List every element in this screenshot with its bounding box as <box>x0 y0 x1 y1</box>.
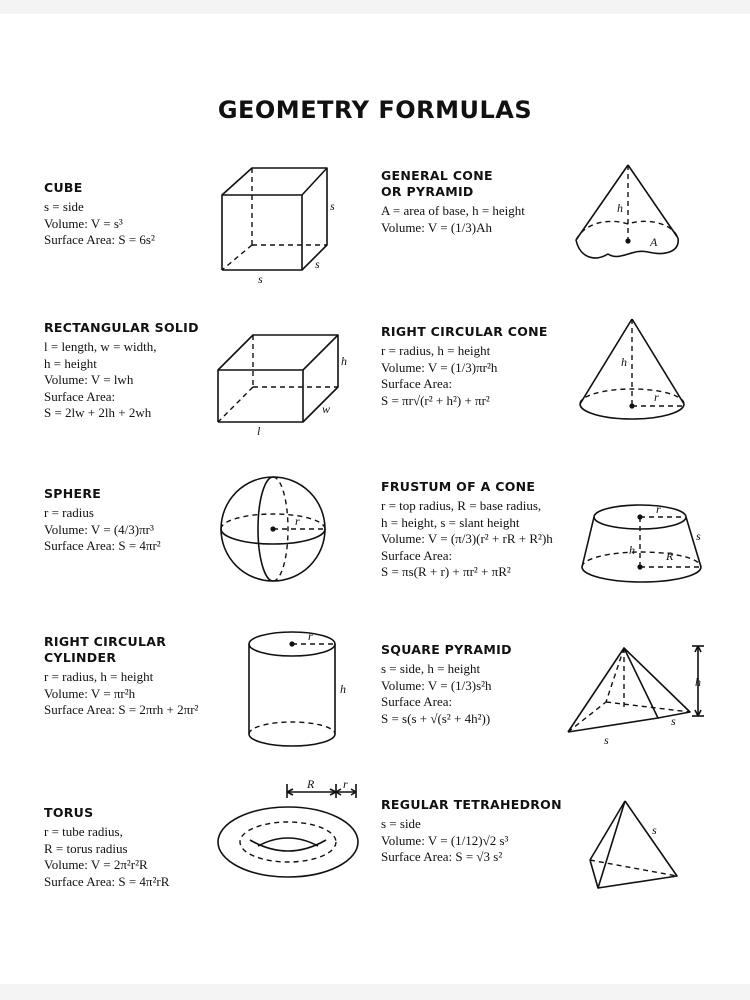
label-s: s <box>315 257 320 271</box>
formula-line: Volume: V = (π/3)(r² + rR + R²)h <box>381 531 553 546</box>
label-s: s <box>330 199 335 213</box>
label-h: h <box>629 543 635 557</box>
page-title: GEOMETRY FORMULAS <box>217 96 533 124</box>
section-heading: FRUSTUM OF A CONE <box>381 479 536 494</box>
tetrahedron-diagram <box>585 796 695 896</box>
label-h: h <box>617 201 623 215</box>
label-r: r <box>343 777 348 791</box>
torus-diagram <box>210 774 370 904</box>
formula-line: Volume: V = (1/3)πr²h <box>381 359 498 375</box>
label-h: h <box>340 682 346 696</box>
label-s: s <box>671 714 676 728</box>
section-rectangular-solid <box>44 320 199 422</box>
label-h: h <box>341 354 347 368</box>
section-sphere <box>44 486 161 555</box>
formula-line: l = length, w = width, <box>44 339 157 354</box>
formula-line: Surface Area: S = 6s² <box>44 232 155 247</box>
section-heading: RIGHT CIRCULAR CYLINDER <box>44 634 167 665</box>
section-cylinder <box>44 634 198 719</box>
formula-line: h = height, s = slant height <box>381 514 520 530</box>
section-frustum <box>381 479 553 581</box>
formula-line: h = height <box>44 355 97 371</box>
formula-line: A = area of base, h = height <box>381 203 525 218</box>
section-heading: CUBE <box>44 180 83 195</box>
label-R: R <box>666 549 674 563</box>
rectangular-solid-diagram <box>205 325 355 440</box>
formula-line: r = radius <box>44 505 94 520</box>
square-pyramid-diagram <box>562 640 712 750</box>
section-heading: SQUARE PYRAMID <box>381 642 512 657</box>
formula-line: Volume: V = (4/3)πr³ <box>44 521 154 537</box>
formula-line: Surface Area: S = 2πrh + 2πr² <box>44 702 199 717</box>
formula-line: Surface Area: <box>381 694 453 709</box>
formula-line: Volume: V = (1/12)√2 s³ <box>381 832 509 848</box>
label-r: r <box>308 629 313 643</box>
formula-line: Volume: V = lwh <box>44 372 134 387</box>
formula-line: S = 2lw + 2lh + 2wh <box>44 405 152 420</box>
section-heading: TORUS <box>44 805 94 820</box>
label-r: r <box>654 390 659 404</box>
frustum-diagram <box>580 492 710 592</box>
formula-line: r = radius, h = height <box>381 343 491 358</box>
cylinder-diagram <box>240 622 360 757</box>
label-r: r <box>295 514 300 528</box>
formula-line: S = s(s + √(s² + 4h²)) <box>381 710 491 726</box>
formula-line: Surface Area: S = 4πr² <box>44 538 161 553</box>
formula-line: Volume: V = (1/3)Ah <box>381 219 492 235</box>
formula-line: r = radius, h = height <box>44 669 154 684</box>
label-s: s <box>696 529 701 543</box>
label-h: h <box>695 675 701 689</box>
section-tetrahedron <box>381 797 562 866</box>
section-cube <box>44 180 155 249</box>
section-square-pyramid <box>381 642 512 727</box>
formula-line: Volume: V = (1/3)s²h <box>381 677 492 693</box>
general-cone-diagram <box>570 160 690 270</box>
formula-line: R = torus radius <box>44 840 128 856</box>
section-heading: REGULAR TETRAHEDRON <box>381 797 562 812</box>
formula-line: s = side, h = height <box>381 661 481 676</box>
formula-line: s = side <box>44 199 84 214</box>
formula-line: Volume: V = s³ <box>44 215 123 231</box>
label-h: h <box>621 355 627 369</box>
section-heading: RECTANGULAR SOLID <box>44 320 199 335</box>
label-r: r <box>656 502 661 516</box>
sphere-diagram <box>215 474 335 589</box>
formula-line: r = tube radius, <box>44 824 123 839</box>
right-cone-diagram <box>572 314 692 424</box>
section-right-circular-cone <box>381 324 548 409</box>
label-s: s <box>652 823 657 837</box>
cube-diagram <box>205 160 355 290</box>
section-heading: SPHERE <box>44 486 102 501</box>
label-R: R <box>307 777 315 791</box>
label-s: s <box>258 272 263 286</box>
label-A: A <box>650 235 658 249</box>
section-torus <box>44 805 169 890</box>
formula-line: s = side <box>381 816 421 831</box>
formula-line: Volume: V = πr²h <box>44 685 136 701</box>
formula-line: Surface Area: S = √3 s² <box>381 849 503 864</box>
section-general-cone <box>381 168 525 236</box>
formula-line: r = top radius, R = base radius, <box>381 498 542 513</box>
section-heading: GENERAL CONE OR PYRAMID <box>381 168 493 199</box>
section-heading: RIGHT CIRCULAR CONE <box>381 324 548 339</box>
formula-line: S = πr√(r² + h²) + πr² <box>381 392 490 408</box>
formula-line: Volume: V = 2π²r²R <box>44 857 148 872</box>
label-l: l <box>257 424 261 438</box>
formula-line: S = πs(R + r) + πr² + πR² <box>381 564 511 579</box>
label-s: s <box>604 733 609 747</box>
formula-line: Surface Area: S = 4π²rR <box>44 873 170 889</box>
formula-line: Surface Area: <box>381 376 453 391</box>
formula-line: Surface Area: <box>44 388 116 404</box>
formula-line: Surface Area: <box>381 547 453 563</box>
label-w: w <box>322 402 331 416</box>
